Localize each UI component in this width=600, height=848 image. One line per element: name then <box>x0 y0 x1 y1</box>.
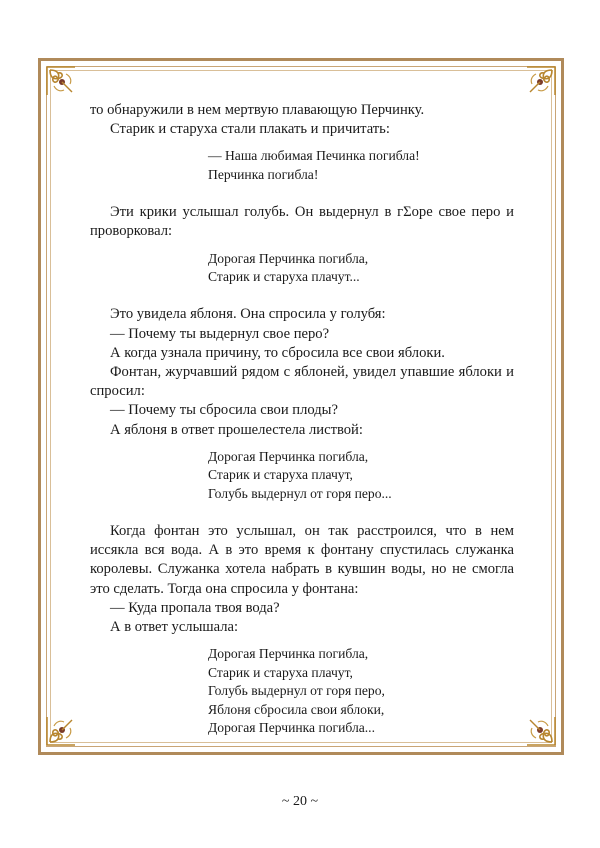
page-number: ~ 20 ~ <box>281 794 319 809</box>
paragraph: — Почему ты сбросила свои плоды? <box>110 402 338 419</box>
verse-line: Перчинка погибла! <box>208 166 319 182</box>
paragraph: А в ответ услышала: <box>110 619 239 636</box>
corner-ornament-icon <box>44 714 78 748</box>
paragraph: Эти крики услышал голубь. Он выдернул в гΣоре свое перо и проворковал: <box>90 204 514 240</box>
verse-block <box>208 250 514 287</box>
verse-line: Яблоня сбросила свои яблоки, <box>208 701 385 717</box>
paragraph: Фонтан, журчавший рядом с яблоней, увидел упавшие яблоки и спросил: <box>90 364 514 400</box>
verse-block <box>208 645 514 737</box>
paragraph: А яблоня в ответ прошелестела листвой: <box>110 421 363 438</box>
corner-ornament-icon <box>44 64 78 98</box>
paragraph: — Почему ты выдернул свое перо? <box>110 325 330 342</box>
paragraph: А когда узнала причину, то сбросила все свои яблоки. <box>110 344 445 361</box>
paragraph: — Куда пропала твоя вода? <box>110 599 280 616</box>
verse-line: Старик и старуха плачут... <box>208 269 360 285</box>
verse-line: Дорогая Перчинка погибла, <box>208 250 369 266</box>
story-text <box>90 101 514 737</box>
paragraph: Это увидела яблоня. Она спросила у голубя: <box>110 306 386 323</box>
corner-ornament-icon <box>524 714 558 748</box>
verse-line: Дорогая Перчинка погибла... <box>208 719 375 735</box>
verse-line: — Наша любимая Печинка погибла! <box>208 148 420 164</box>
corner-ornament-icon <box>524 64 558 98</box>
verse-line: Старик и старуха плачут, <box>208 467 353 483</box>
verse-block <box>208 147 514 184</box>
paragraph: Старик и старуха стали плакать и причитать: <box>110 121 390 138</box>
verse-line: Голубь выдернул от горя перо... <box>208 485 392 501</box>
verse-block <box>208 448 514 503</box>
paragraph: то обнаружили в нем мертвую плавающую Перчинку. <box>90 102 425 118</box>
verse-line: Дорогая Перчинка погибла, <box>208 448 369 464</box>
paragraph: Когда фонтан это услышал, он так расстроился, что в нем иссякла вся вода. А в это время к фонтану спустилась служанка королевы. Служанка хотела набрать в кувшин воды, но не смогла это сделать. Тогда она спросила у фонтана: <box>90 523 514 597</box>
verse-line: Голубь выдернул от горя перо, <box>208 683 385 699</box>
verse-line: Дорогая Перчинка погибла, <box>208 646 369 662</box>
verse-line: Старик и старуха плачут, <box>208 664 353 680</box>
